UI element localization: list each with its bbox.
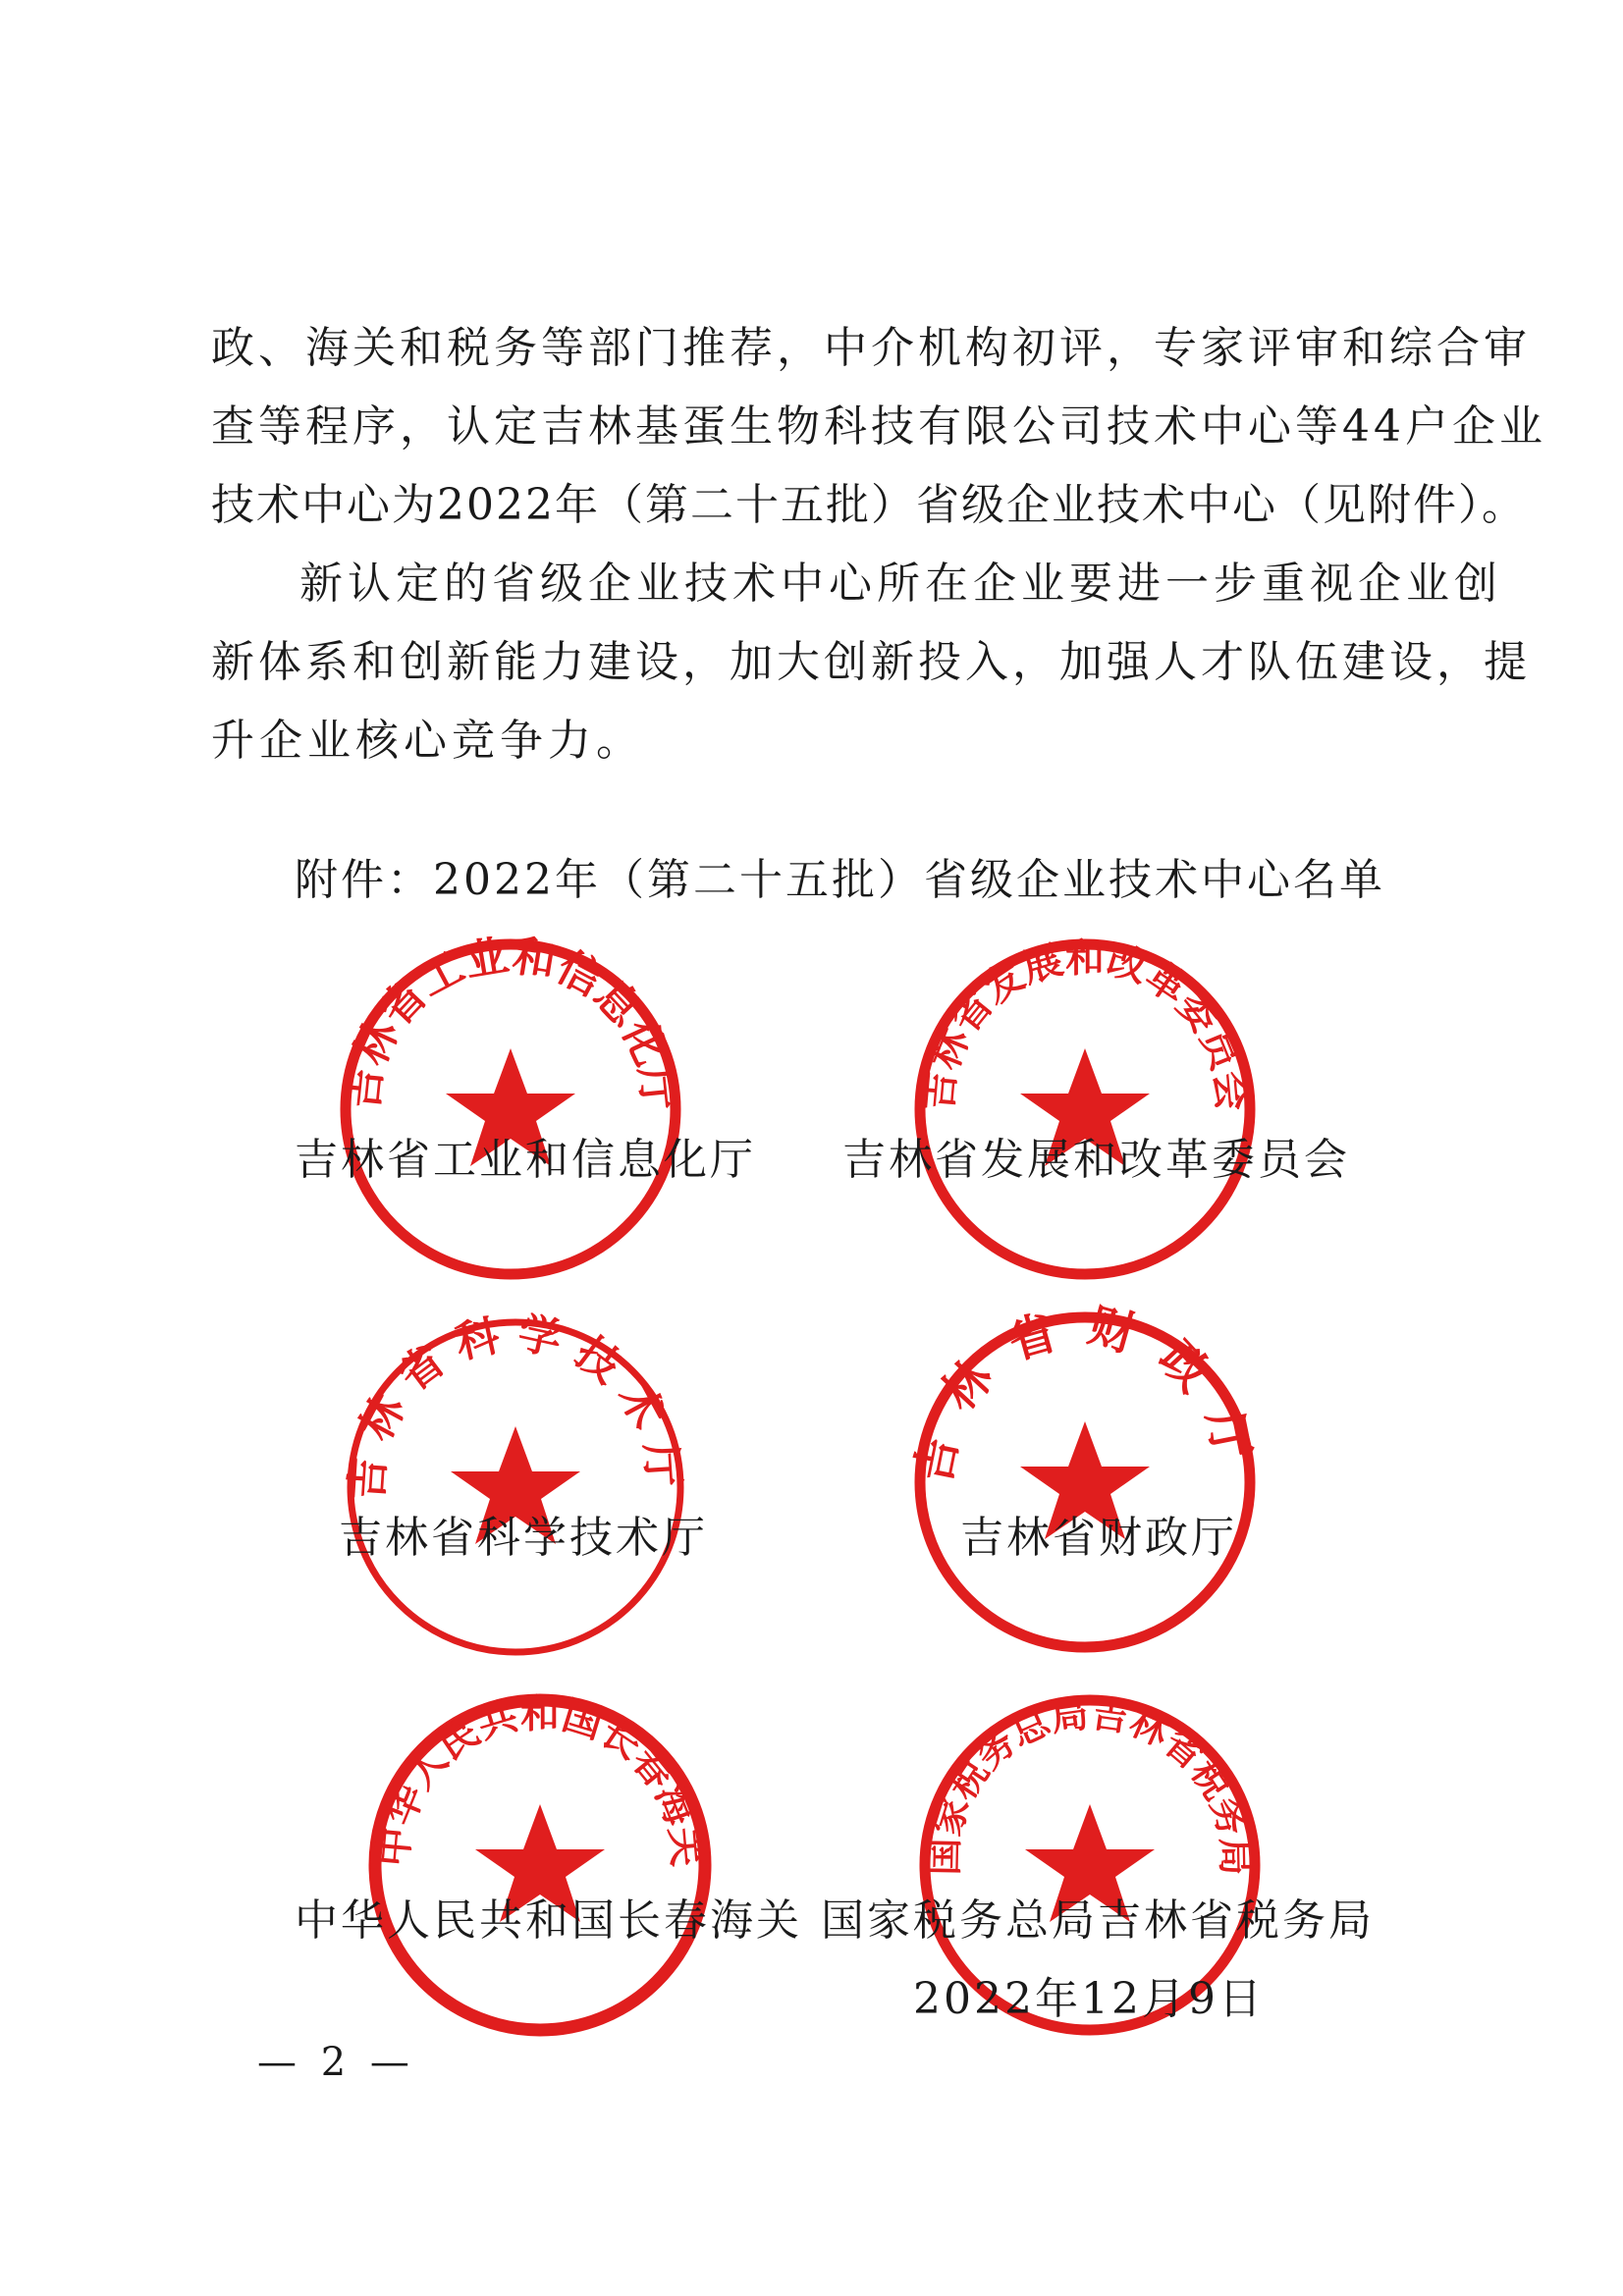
body-line-5: 新体系和创新能力建设，加大创新投入，加强人才队伍建设，提 [211,637,1531,687]
attachment-line: 附件：2022年（第二十五批）省级企业技术中心名单 [295,855,1385,905]
seal-industry-graphic [334,933,687,1286]
svg-text:吉林省工业和信息化厅: 吉林省工业和信息化厅 [337,931,684,1113]
seal-customs-graphic [363,1688,717,2042]
body-line-4: 新认定的省级企业技术中心所在企业要进一步重视企业创 [299,559,1502,609]
signer-development: 吉林省发展和改革委员会 [842,1135,1350,1185]
body-line-1: 政、海关和税务等部门推荐，中介机构初评，专家评审和综合审 [211,323,1531,373]
svg-text:国家税务总局吉林省税务局: 国家税务总局吉林省税务局 [922,1691,1258,1876]
svg-text:吉林省科学技术厅: 吉林省科学技术厅 [342,1308,689,1503]
signer-science: 吉林省科学技术厅 [339,1513,708,1563]
page-number: — 2 — [257,2040,415,2085]
body-line-2: 查等程序，认定吉林基蛋生物科技有限公司技术中心等44户企业 [211,401,1546,452]
signer-finance: 吉林省财政厅 [960,1513,1237,1563]
svg-text:吉林省发展和改革委员会: 吉林省发展和改革委员会 [915,935,1255,1113]
seal-customs [363,1688,717,2042]
issue-date: 2022年12月9日 [913,1974,1265,2024]
signer-customs: 中华人民共和国长春海关 [295,1896,802,1946]
seal-finance-graphic [905,1298,1265,1659]
seal-industry [334,933,687,1286]
seal-development [908,933,1262,1286]
seal-finance [905,1298,1265,1659]
body-line-3: 技术中心为2022年（第二十五批）省级企业技术中心（见附件）。 [211,480,1527,530]
svg-text:中华人民共和国长春海关: 中华人民共和国长春海关 [370,1691,710,1869]
body-line-6: 升企业核心竞争力。 [211,716,644,766]
svg-text:吉林省财政厅: 吉林省财政厅 [905,1298,1265,1489]
seal-science [339,1310,692,1664]
signer-industry: 吉林省工业和信息化厅 [295,1135,756,1185]
signer-tax: 国家税务总局吉林省税务局 [821,1896,1375,1946]
seal-science-graphic [339,1310,692,1664]
seal-development-graphic [908,933,1262,1286]
